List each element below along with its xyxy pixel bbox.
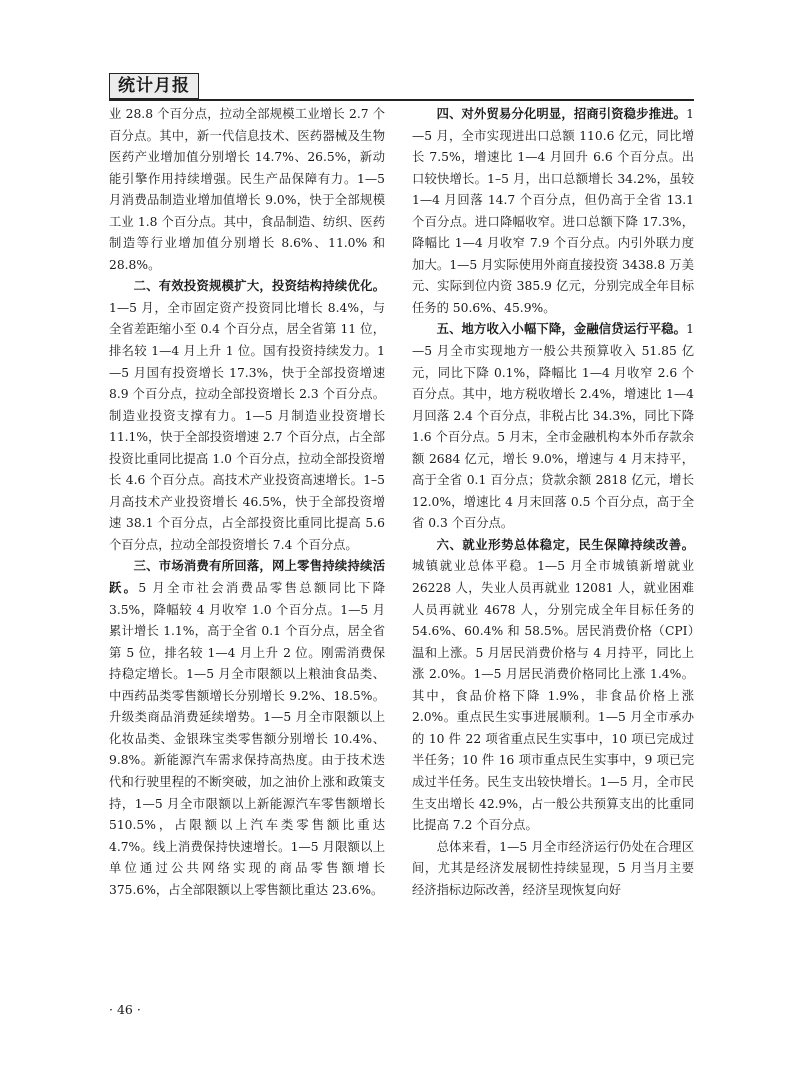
section-body-consumption: 5 月全市社会消费品零售总额同比下降 3.5%，降幅较 4 月收窄 1.0 个百分点。1—5 月累计增长 1.1%，高于全省 0.1 个百分点，居全省第 5 位，排名较 1—4 月上升 2 位。刚需消费保持稳定增长。1—5 月全市限额以上粮油食品类、中西药品类零售额增长分别增长 9.2%、18.5%。升级类商品消费延续增势。1—5 月全市限额以上化妆品类、金银珠宝类零售额分别增长 10.4%、9.8%。新能源汽车需求保持高热度。由于技术迭代和行驶里程的不断突破，加之油价上涨和政策支持，1—5 月全市限额以上新能源汽车零售额增长 510.5%，占限额以上汽车类零售额比重达 4.7%。线上消费保持快速增长。1—5 月限额以上单位通过公共网络实现的商品零售额增长 375.6%，占全部限额以上零售额比重达 23.6%。 [109, 581, 385, 897]
paragraph-employment [412, 535, 694, 837]
paragraph-revenue-finance [412, 319, 694, 534]
section-heading-investment: 二、有效投资规模扩大，投资结构持续优化。 [133, 279, 385, 294]
page-number: · 46 · [109, 1002, 141, 1017]
running-header [109, 73, 694, 101]
paragraph-industry-continued: 业 28.8 个百分点，拉动全部规模工业增长 2.7 个百分点。其中，新一代信息技术、医药器械及生物医药产业增加值分别增长 14.7%、26.5%，新动能引擎作用持续增强。民生产品保障有力。1—5 月消费品制造业增加值增长 9.0%，快于全部规模工业 1.8 个百分点。其中，食品制造、纺织、医药制造等行业增加值分别增长 8.6%、11.0% 和 28.8%。 [109, 107, 385, 272]
section-heading-foreign-trade: 四、对外贸易分化明显，招商引资稳步推进。 [436, 107, 687, 121]
section-body-investment: 1—5 月，全市固定资产投资同比增长 8.4%，与全省差距缩小至 0.4 个百分点，居全省第 11 位，排名较 1—4 月上升 1 位。国有投资持续发力。1—5 月国有投资增长 17.3%，快于全部投资增速 8.9 个百分点，拉动全部投资增长 2.3 个百分点。制造业投资支撑有力。1—5 月制造业投资增长 11.1%，快于全部投资增速 2.7 个百分点，占全部投资比重同比提高 1.0 个百分点，拉动全部投资增长 4.6 个百分点。高技术产业投资高速增长。1–5 月高技术产业投资增长 46.5%，快于全部投资增速 38.1 个百分点，占全部投资比重同比提高 5.6 个百分点，拉动全部投资增长 7.4 个百分点。 [109, 300, 385, 552]
paragraph-foreign-trade [412, 104, 694, 319]
paragraph-consumption [109, 556, 385, 901]
section-body-employment: 城镇就业总体平稳。1—5 月全市城镇新增就业 26228 人，失业人员再就业 12081 人，就业困难人员再就业 4678 人，分别完成全年目标任务的 54.6%、60.4% 和 58.5%。居民消费价格（CPI）温和上涨。5 月居民消费价格与 4 月持平，同比上涨 2.0%。1—5 月居民消费价格同比上涨 1.4%。其中，食品价格下降 1.9%，非食品价格上涨 2.0%。重点民生实事进展顺利。1—5 月全市承办的 10 件 22 项省重点民生实事中，10 项已完成过半任务；10 件 16 项市重点民生实事中，9 项已完成过半任务。民生支出较快增长。1—5 月，全市民生支出增长 42.9%，占一般公共预算支出的比重同比提高 7.2 个百分点。 [412, 559, 694, 833]
section-body-foreign-trade: 1—5 月，全市实现进出口总额 110.6 亿元，同比增长 7.5%，增速比 1—4 月回升 6.6 个百分点。出口较快增长。1–5 月，出口总额增长 34.2%，虽较 1—4 月回落 14.7 个百分点，但仍高于全省 13.1 个百分点。进口降幅收窄。进口总额下降 17.3%，降幅比 1—4 月收窄 7.9 个百分点。内引外联力度加大。1—5 月实际使用外商直接投资 3438.8 万美元、实际到位内资 385.9 亿元，分别完成全年目标任务的 50.6%、45.9%。 [412, 107, 694, 315]
journal-title: 统计月报 [109, 73, 199, 99]
section-heading-revenue-finance: 五、地方收入小幅下降，金融信贷运行平稳。 [436, 322, 687, 337]
section-heading-employment: 六、就业形势总体稳定，民生保障持续改善。 [436, 537, 694, 552]
left-column [109, 104, 385, 994]
header-rule [109, 99, 694, 101]
paragraph-summary: 总体来看，1—5 月全市经济运行仍处在合理区间，尤其是经济发展韧性持续显现，5 月当月主要经济指标边际改善，经济呈现恢复向好 [412, 839, 694, 897]
section-heading-consumption: 三、市场消费有所回落，网上零售持续持续活跃。 [109, 559, 385, 596]
right-column [412, 104, 694, 994]
paragraph-investment [109, 276, 385, 556]
section-body-revenue-finance: 1—5 月全市实现地方一般公共预算收入 51.85 亿元，同比下降 0.1%，降幅比 1—4 月收窄 2.6 个百分点。其中，地方税收增长 2.4%，增速比 1—4 月回落 2.4 个百分点，非税占比 34.3%，同比下降 1.6 个百分点。5 月末，全市金融机构本外币存款余额 2684 亿元，增长 9.0%，增速与 4 月末持平，高于全省 0.1 百分点；贷款余额 2818 亿元，增长 12.0%，增速比 4 月末回落 0.5 个百分点，高于全省 0.3 个百分点。 [412, 322, 694, 531]
